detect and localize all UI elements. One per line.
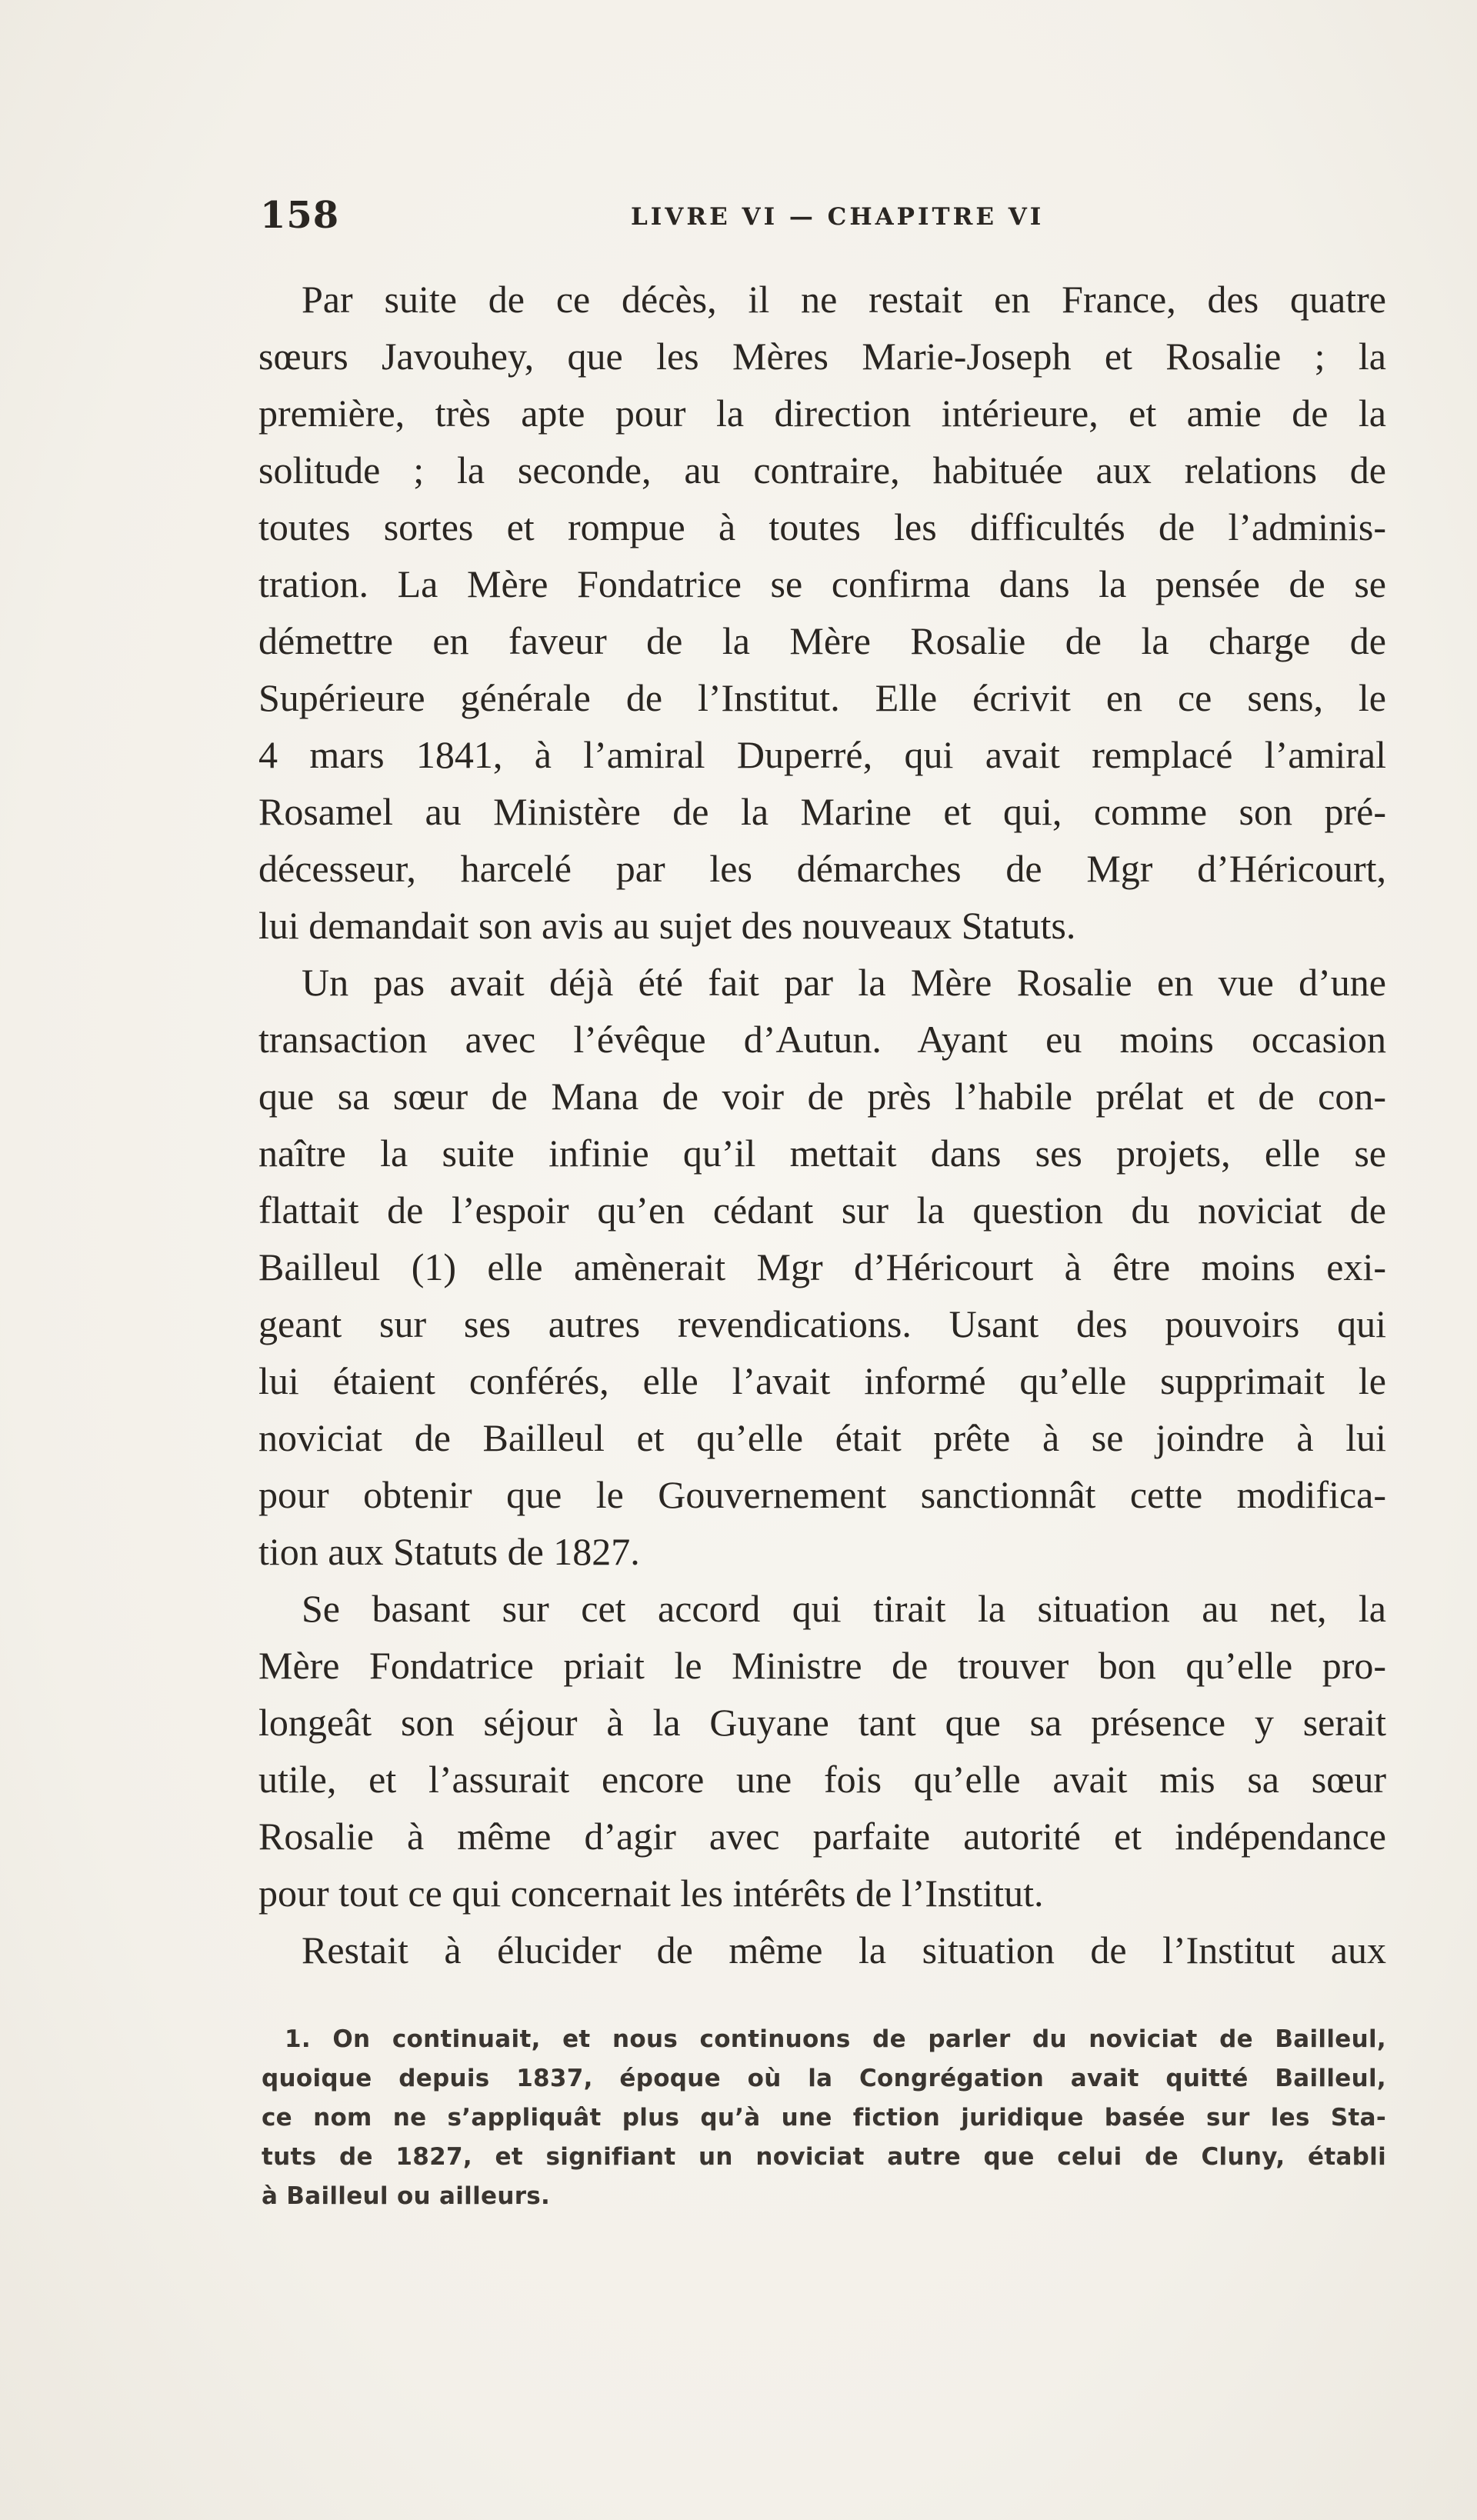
body-line: Rosalie à même d’agir avec parfaite autorité et indépendance [258, 1815, 1386, 1858]
body-line: Bailleul (1) elle amènerait Mgr d’Héricourt à être moins exi- [258, 1245, 1386, 1288]
body-line: Mère Fondatrice priait le Ministre de trouver bon qu’elle pro- [258, 1644, 1386, 1687]
running-head: LIVRE VI — CHAPITRE VI [631, 203, 1045, 231]
body-line: utile, et l’assurait encore une fois qu’elle avait mis sa sœur [258, 1758, 1386, 1801]
body-line: geant sur ses autres revendications. Usant des pouvoirs qui [258, 1302, 1386, 1345]
body-line: toutes sortes et rompue à toutes les difficultés de l’adminis- [258, 505, 1386, 548]
body-line: lui étaient conférés, elle l’avait informé qu’elle supprimait le [258, 1359, 1386, 1402]
body-line: lui demandait son avis au sujet des nouveaux Statuts. [258, 904, 1076, 947]
body-line: pour obtenir que le Gouvernement sanctionnât cette modifica- [258, 1473, 1386, 1516]
body-line: que sa sœur de Mana de voir de près l’habile prélat et de con- [258, 1075, 1386, 1118]
body-line: première, très apte pour la direction intérieure, et amie de la [258, 392, 1386, 435]
body-line: noviciat de Bailleul et qu’elle était prête à se joindre à lui [258, 1416, 1386, 1459]
page-number: 158 [260, 194, 340, 237]
body-line: démettre en faveur de la Mère Rosalie de la charge de [258, 619, 1386, 662]
page-header [260, 194, 1383, 240]
footnote-line: 1. On continuait, et nous continuons de parler du noviciat de Bailleul, [285, 2025, 1386, 2053]
body-line: 4 mars 1841, à l’amiral Duperré, qui avait remplacé l’amiral [258, 733, 1386, 776]
footnote-line: à Bailleul ou ailleurs. [262, 2182, 551, 2210]
body-line: tration. La Mère Fondatrice se confirma dans la pensée de se [258, 562, 1386, 605]
body-line: naître la suite infinie qu’il mettait dans ses projets, elle se [258, 1132, 1386, 1175]
body-line: pour tout ce qui concernait les intérêts de l’Institut. [258, 1872, 1044, 1915]
body-line: flattait de l’espoir qu’en cédant sur la question du noviciat de [258, 1188, 1386, 1232]
body-text [258, 271, 1386, 1978]
footnote-line: tuts de 1827, et signifiant un noviciat autre que celui de Cluny, établi [262, 2143, 1386, 2171]
body-line: longeât son séjour à la Guyane tant que sa présence y serait [258, 1701, 1386, 1744]
body-line: tion aux Statuts de 1827. [258, 1530, 640, 1573]
body-line: Se basant sur cet accord qui tirait la situation au net, la [302, 1587, 1386, 1630]
body-line: décesseur, harcelé par les démarches de Mgr d’Héricourt, [258, 847, 1386, 890]
body-line: Supérieure générale de l’Institut. Elle écrivit en ce sens, le [258, 676, 1386, 719]
body-line: Par suite de ce décès, il ne restait en France, des quatre [302, 278, 1386, 321]
body-line: Rosamel au Ministère de la Marine et qui, comme son pré- [258, 790, 1386, 833]
body-line: sœurs Javouhey, que les Mères Marie-Joseph et Rosalie ; la [258, 335, 1386, 378]
body-line: solitude ; la seconde, au contraire, habituée aux relations de [258, 448, 1386, 492]
footnote-line: ce nom ne s’appliquât plus qu’à une fiction juridique basée sur les Sta- [262, 2104, 1386, 2132]
footnotes [262, 2020, 1386, 2216]
body-line: Restait à élucider de même la situation de l’Institut aux [302, 1928, 1386, 1972]
footnote-line: quoique depuis 1837, époque où la Congrégation avait quitté Bailleul, [262, 2065, 1386, 2092]
body-line: transaction avec l’évêque d’Autun. Ayant eu moins occasion [258, 1018, 1386, 1061]
body-line: Un pas avait déjà été fait par la Mère Rosalie en vue d’une [302, 961, 1386, 1004]
